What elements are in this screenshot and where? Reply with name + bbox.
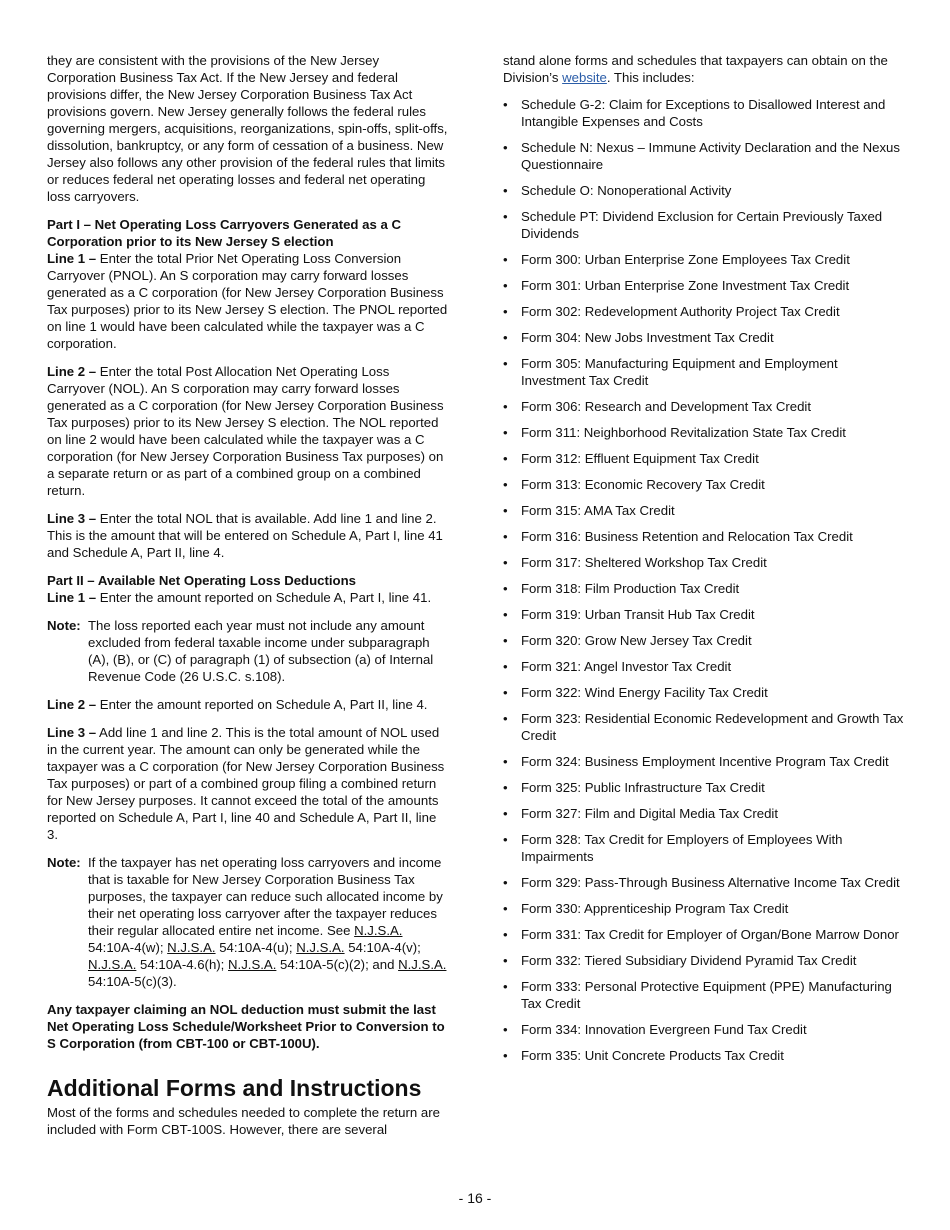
note-text: The loss reported each year must not include any amount excluded from federal taxable income under subparagraph (A), (B), or (C) of paragraph (1) of subsection (a) of Internal Revenue Code (26 U.S.C. s.108). xyxy=(88,618,434,684)
list-item: • Form 312: Effluent Equipment Tax Credit xyxy=(503,450,905,467)
note-loss-exclusion xyxy=(47,617,449,685)
list-item: • Form 335: Unit Concrete Products Tax Credit xyxy=(503,1047,905,1064)
list-item: • Schedule PT: Dividend Exclusion for Certain Previously Taxed Dividends xyxy=(503,208,905,242)
note-label: Note: xyxy=(47,618,81,633)
part1-line1: Line 1 – Enter the total Prior Net Operating Loss Conversion Carryover (PNOL). An S corporation may carry forward losses generated as a C corporation (for New Jersey Corporation Business Tax purposes) prior to its New Jersey S election. The PNOL reported on line 1 would have been calculated while the taxpayer was a C corporation. xyxy=(47,251,448,351)
list-item: • Form 323: Residential Economic Redevelopment and Growth Tax Credit xyxy=(503,710,905,744)
list-item: • Form 317: Sheltered Workshop Tax Credit xyxy=(503,554,905,571)
part2-line3: Line 3 – Add line 1 and line 2. This is the total amount of NOL used in the current year. The amount can only be generated while the taxpayer was a C corporation (for New Jersey Corporation Business Tax purposes) or part of a combined group filing a combined return for New Jersey purposes. It cannot exceed the total of the amounts reported on Schedule A, Part I, line 40 and Schedule A, Part II, line 3. xyxy=(47,725,445,842)
website-link[interactable]: website xyxy=(562,70,607,85)
list-item: • Form 300: Urban Enterprise Zone Employees Tax Credit xyxy=(503,251,905,268)
list-item: • Form 324: Business Employment Incentive Program Tax Credit xyxy=(503,753,905,770)
list-item: • Form 322: Wind Energy Facility Tax Credit xyxy=(503,684,905,701)
note-text: If the taxpayer has net operating loss carryovers and income that is taxable for New Jersey Corporation Business Tax purposes, the taxpayer can reduce such allocated income by their net operating loss carryover after the taxpayer reduces their regular allocated entire net income. See N.J.S.A. 54:10A-4(w); N.J.S.A. 54:10A-4(u); N.J.S.A. 54:10A-4(v); N.J.S.A. 54:10A-4.6(h); N.J.S.A. 54:10A-5(c)(2); and N.J.S.A. 54:10A-5(c)(3). xyxy=(88,855,447,989)
list-item: • Form 306: Research and Development Tax Credit xyxy=(503,398,905,415)
list-item: • Form 334: Innovation Evergreen Fund Tax Credit xyxy=(503,1021,905,1038)
section-text: Most of the forms and schedules needed to complete the return are included with Form CBT-100S. However, there are several xyxy=(47,1105,440,1137)
list-item: • Form 327: Film and Digital Media Tax Credit xyxy=(503,805,905,822)
forms-list xyxy=(503,96,905,1064)
list-item: • Form 333: Personal Protective Equipment (PPE) Manufacturing Tax Credit xyxy=(503,978,905,1012)
list-item: • Form 320: Grow New Jersey Tax Credit xyxy=(503,632,905,649)
note-label: Note: xyxy=(47,855,81,870)
list-item: • Schedule G-2: Claim for Exceptions to Disallowed Interest and Intangible Expenses and Costs xyxy=(503,96,905,130)
right-column xyxy=(503,52,905,1073)
list-item: • Schedule O: Nonoperational Activity xyxy=(503,182,905,199)
part2-line2: Line 2 – Enter the amount reported on Schedule A, Part II, line 4. xyxy=(47,697,428,712)
part1-heading: Part I – Net Operating Loss Carryovers Generated as a C Corporation prior to its New Jersey S election xyxy=(47,217,402,249)
section-title: Additional Forms and Instructions xyxy=(47,1075,422,1101)
list-item: • Form 328: Tax Credit for Employers of Employees With Impairments xyxy=(503,831,905,865)
list-item: • Form 305: Manufacturing Equipment and Employment Investment Tax Credit xyxy=(503,355,905,389)
part2-line1: Line 1 – Enter the amount reported on Schedule A, Part I, line 41. xyxy=(47,590,432,605)
list-item: • Form 319: Urban Transit Hub Tax Credit xyxy=(503,606,905,623)
list-item: • Schedule N: Nexus – Immune Activity Declaration and the Nexus Questionnaire xyxy=(503,139,905,173)
page-number: - 16 - xyxy=(458,1190,492,1206)
list-item: • Form 325: Public Infrastructure Tax Credit xyxy=(503,779,905,796)
part1-line3: Line 3 – Enter the total NOL that is available. Add line 1 and line 2. This is the amount that will be entered on Schedule A, Part I, line 41 and Schedule A, Part II, line 4. xyxy=(47,511,443,560)
list-item: • Form 316: Business Retention and Relocation Tax Credit xyxy=(503,528,905,545)
list-item: • Form 332: Tiered Subsidiary Dividend Pyramid Tax Credit xyxy=(503,952,905,969)
list-item: • Form 330: Apprenticeship Program Tax Credit xyxy=(503,900,905,917)
list-item: • Form 318: Film Production Tax Credit xyxy=(503,580,905,597)
list-item: • Form 331: Tax Credit for Employer of Organ/Bone Marrow Donor xyxy=(503,926,905,943)
note-nol-carryovers xyxy=(47,854,449,990)
list-item: • Form 315: AMA Tax Credit xyxy=(503,502,905,519)
list-item: • Form 313: Economic Recovery Tax Credit xyxy=(503,476,905,493)
list-item: • Form 311: Neighborhood Revitalization State Tax Credit xyxy=(503,424,905,441)
list-item: • Form 304: New Jobs Investment Tax Credit xyxy=(503,329,905,346)
part2-heading: Part II – Available Net Operating Loss Deductions xyxy=(47,573,357,588)
forms-intro: stand alone forms and schedules that taxpayers can obtain on the Division’s website. This includes: xyxy=(503,53,888,85)
list-item: • Form 301: Urban Enterprise Zone Investment Tax Credit xyxy=(503,277,905,294)
list-item: • Form 302: Redevelopment Authority Project Tax Credit xyxy=(503,303,905,320)
nol-warning: Any taxpayer claiming an NOL deduction must submit the last Net Operating Loss Schedule/Worksheet Prior to Conversion to S Corporation (from CBT-100 or CBT-100U). xyxy=(47,1002,445,1051)
part1-line2: Line 2 – Enter the total Post Allocation Net Operating Loss Carryover (NOL). An S corporation may carry forward losses generated as a C corporation (for New Jersey Corporation Business Tax purposes) prior to its New Jersey S election. The NOL reported on line 2 would have been calculated while the taxpayer was a C corporation (for New Jersey Corporation Business Tax purposes) on a separate return or as part of a combined group on a combined return. xyxy=(47,364,444,498)
list-item: • Form 329: Pass-Through Business Alternative Income Tax Credit xyxy=(503,874,905,891)
list-item: • Form 321: Angel Investor Tax Credit xyxy=(503,658,905,675)
intro-paragraph: they are consistent with the provisions of the New Jersey Corporation Business Tax Act. If the New Jersey and federal provisions differ, the New Jersey Corporation Business Tax Act provisions govern. New Jersey generally follows the federal rules governing mergers, acquisitions, reorganizations, spin-offs, split-offs, dissolution, bankruptcy, or any form of cessation of a business. New Jersey also follows any other provision of the federal rules that limits or reduces federal net operating losses and federal net operating loss carryovers. xyxy=(47,53,448,204)
left-column xyxy=(47,52,449,1138)
